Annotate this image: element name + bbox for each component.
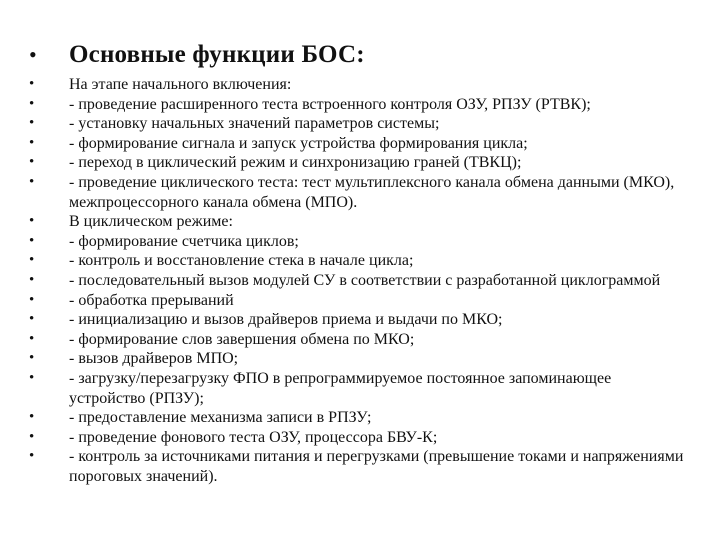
- bullet: •: [29, 271, 35, 288]
- bullet: •: [29, 330, 35, 347]
- list-item-text: - проведение фонового теста ОЗУ, процессора БВУ-К;: [69, 428, 438, 446]
- bullet: •: [29, 76, 35, 92]
- list-item: [29, 447, 689, 486]
- list-item-text: - обработка прерываний: [69, 291, 234, 309]
- list-item: [29, 271, 689, 291]
- bullet: •: [29, 311, 35, 328]
- list-item: [29, 349, 689, 369]
- list-item: [29, 153, 689, 173]
- list-item-text: - проведение расширенного теста встроенного контроля ОЗУ, РПЗУ (РТВК);: [69, 95, 591, 113]
- list-item: [29, 173, 689, 212]
- list-item: [29, 232, 689, 252]
- list-item-text: - формирование сигнала и запуск устройства формирования цикла;: [69, 134, 528, 152]
- list-item-text: - загрузку/перезагрузку ФПО в репрограммируемое постоянное запоминающее устройство (РПЗУ);: [69, 369, 612, 407]
- bullet-list: [29, 75, 689, 486]
- list-item-text: На этапе начального включения:: [69, 76, 292, 93]
- list-item-text: - формирование счетчика циклов;: [69, 232, 299, 250]
- list-item-text: - последовательный вызов модулей СУ в соответствии с разработанной циклограммой: [69, 271, 661, 289]
- list-item: [29, 408, 689, 428]
- bullet: •: [29, 213, 35, 230]
- slide-title: Основные функции БОС:: [69, 41, 365, 68]
- bullet: •: [29, 291, 35, 308]
- bullet: •: [29, 448, 35, 465]
- list-item: [29, 330, 689, 350]
- bullet: •: [29, 173, 35, 190]
- bullet: •: [29, 115, 35, 132]
- list-item: [29, 114, 689, 134]
- list-item: [29, 212, 689, 232]
- bullet: •: [29, 134, 35, 151]
- bullet: •: [29, 409, 35, 426]
- bullet: •: [29, 232, 35, 249]
- bullet: •: [29, 154, 35, 171]
- list-item-text: - проведение циклического теста: тест мультиплексного канала обмена данными (МКО), межпроцессорного канала обмена (МПО).: [69, 173, 675, 211]
- bullet: •: [29, 369, 35, 386]
- list-item-text: - установку начальных значений параметров системы;: [69, 115, 440, 133]
- list-item: [29, 75, 689, 95]
- bullet: •: [29, 350, 35, 367]
- list-item: [29, 369, 689, 408]
- list-item: [29, 251, 689, 271]
- list-item-text: - вызов драйверов МПО;: [69, 350, 239, 368]
- list-item-text: - контроль за источниками питания и перегрузками (превышение токами и напряжениями пороговых значений).: [69, 448, 684, 485]
- list-item: [29, 428, 689, 448]
- list-item: [29, 95, 689, 115]
- bullet: •: [29, 95, 35, 112]
- list-item: [29, 134, 689, 154]
- title-bullet: •: [29, 42, 37, 67]
- list-item-text: В циклическом режиме:: [69, 213, 233, 231]
- bullet: •: [29, 428, 35, 445]
- slide-title-row: [29, 38, 365, 72]
- list-item-text: - инициализацию и вызов драйверов приема и выдачи по МКО;: [69, 311, 503, 329]
- list-item-text: - формирование слов завершения обмена по МКО;: [69, 330, 415, 348]
- list-item-text: - контроль и восстановление стека в начале цикла;: [69, 252, 414, 270]
- bullet: •: [29, 252, 35, 269]
- list-item: [29, 310, 689, 330]
- list-item-text: - предоставление механизма записи в РПЗУ;: [69, 409, 372, 427]
- list-item: [29, 291, 689, 311]
- list-item-text: - переход в циклический режим и синхронизацию граней (ТВКЦ);: [69, 154, 522, 172]
